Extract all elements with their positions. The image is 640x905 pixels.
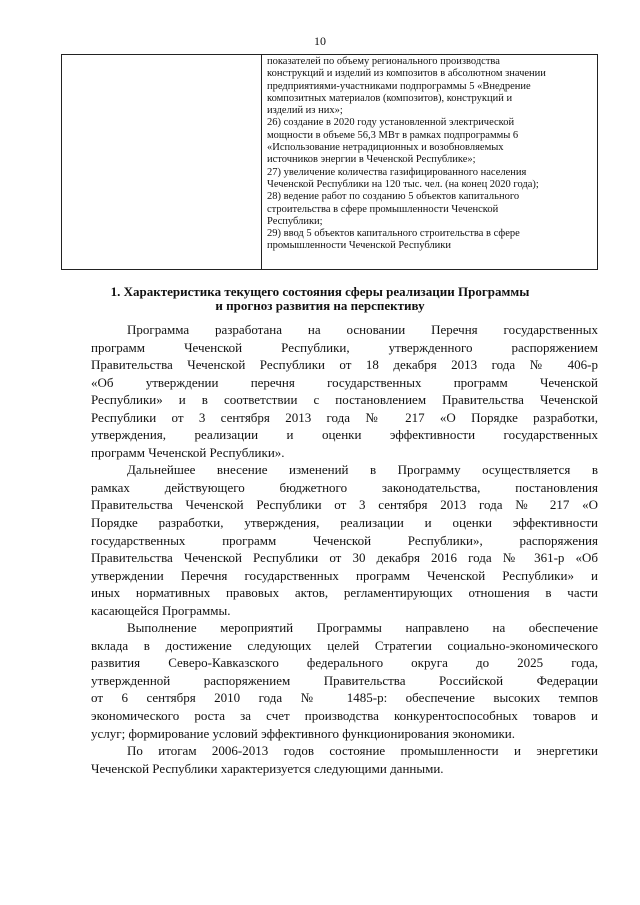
text-line: Правительства Чеченской Республики от 3 сентября 2013 года № 217 «О	[91, 497, 598, 513]
text-line: развития Северо-Кавказского федерального округа до 2025 года,	[91, 655, 598, 671]
section-heading-line: 1. Характеристика текущего состояния сферы реализации Программы	[110, 284, 530, 299]
text-line: Дальнейшее внесение изменений в Программу осуществляется в	[127, 462, 598, 478]
text-line: Выполнение мероприятий Программы направлено на обеспечение	[127, 620, 598, 636]
paragraph-1	[91, 321, 598, 461]
table-cell-line: предприятиями-участниками подпрограммы 5 «Внедрение	[267, 80, 531, 92]
text-line: По итогам 2006-2013 годов состояние промышленности и энергетики	[127, 743, 598, 759]
table-cell-line: Чеченской Республики на 120 тыс. чел. (на конец 2020 года);	[267, 178, 539, 190]
table-cell-line: композитных материалов (композитов), конструкций и	[267, 92, 513, 104]
table-cell-line: 29) ввод 5 объектов капитального строительства в сфере	[267, 228, 520, 240]
goals-table	[61, 54, 598, 270]
page-number: 10	[314, 34, 326, 48]
table-cell-right	[267, 56, 592, 253]
text-line: услуг; формирование условий эффективного функционирования экономики.	[91, 725, 516, 741]
text-line: государственных программ Чеченской Республики», распоряжения	[91, 532, 598, 548]
text-line: утверждении Перечня государственных программ Чеченской Республики» и	[91, 567, 598, 583]
text-line: программ Чеченской Республики».	[91, 444, 285, 460]
table-cell-line: Республики;	[267, 215, 323, 227]
text-line: иных нормативных правовых актов, регламентирующих отношения в части	[91, 585, 598, 601]
text-line: касающейся Программы.	[91, 602, 231, 618]
table-column-divider	[261, 55, 262, 269]
text-line: Республики» и в соответствии с постановлением Правительства Чеченской	[91, 392, 598, 408]
table-cell-line: 26) создание в 2020 году установленной электрической	[267, 117, 515, 129]
table-cell-line: показателей по объему регионального производства	[267, 56, 500, 67]
table-cell-line: источников энергии в Чеченской Республике»;	[267, 154, 476, 166]
table-cell-line: 28) ведение работ по созданию 5 объектов капитального	[267, 191, 520, 203]
text-line: утверждения, реализации и оценки эффективности государственных	[91, 427, 598, 443]
text-line: «Об утверждении перечня государственных программ Чеченской	[91, 374, 598, 390]
text-line: Правительства Чеченской Республики от 30 декабря 2016 года № 361-р «Об	[91, 550, 598, 566]
text-line: Программа разработана на основании Перечня государственных	[127, 322, 598, 337]
section-heading-line: и прогноз развития на перспективу	[215, 298, 425, 313]
text-line: вклада в достижение следующих целей Стратегии социально-экономического	[91, 637, 598, 653]
table-cell-line: 27) увеличение количества газифицированного населения	[267, 166, 527, 178]
text-line: экономического роста за счет производства конкурентоспособных товаров и	[91, 708, 598, 724]
section-heading	[0, 285, 640, 313]
table-cell-line: строительства в сфере промышленности Чеченской	[267, 203, 499, 215]
section-body	[91, 321, 598, 777]
paragraph-2	[91, 461, 598, 619]
text-line: утвержденной распоряжением Правительства Российской Федерации	[91, 672, 598, 688]
text-line: Порядке разработки, утверждения, реализации и оценки эффективности	[91, 515, 598, 531]
text-line: рамках действующего бюджетного законодательства, постановления	[91, 479, 598, 495]
table-cell-line: «Использование нетрадиционных и возобновляемых	[267, 142, 504, 154]
text-line: Республики от 3 сентября 2013 года № 217 «О Порядке разработки,	[91, 409, 598, 425]
paragraph-4	[91, 742, 598, 777]
text-line: Правительства Чеченской Республики от 18 декабря 2013 года № 406-р	[91, 357, 598, 373]
text-line: программ Чеченской Республики, утвержденного распоряжением	[91, 339, 598, 355]
text-line: от 6 сентября 2010 года № 1485-р: обеспечение высоких темпов	[91, 690, 598, 706]
table-cell-line: конструкций и изделий из композитов в абсолютном значении	[267, 68, 546, 80]
table-cell-line: промышленности Чеченской Республики	[267, 240, 452, 252]
paragraph-3	[91, 619, 598, 742]
table-cell-line: мощности в объеме 56,3 МВт в рамках подпрограммы 6	[267, 129, 519, 141]
table-cell-line: изделий из них»;	[267, 105, 343, 117]
text-line: Чеченской Республики характеризуется следующими данными.	[91, 760, 444, 776]
